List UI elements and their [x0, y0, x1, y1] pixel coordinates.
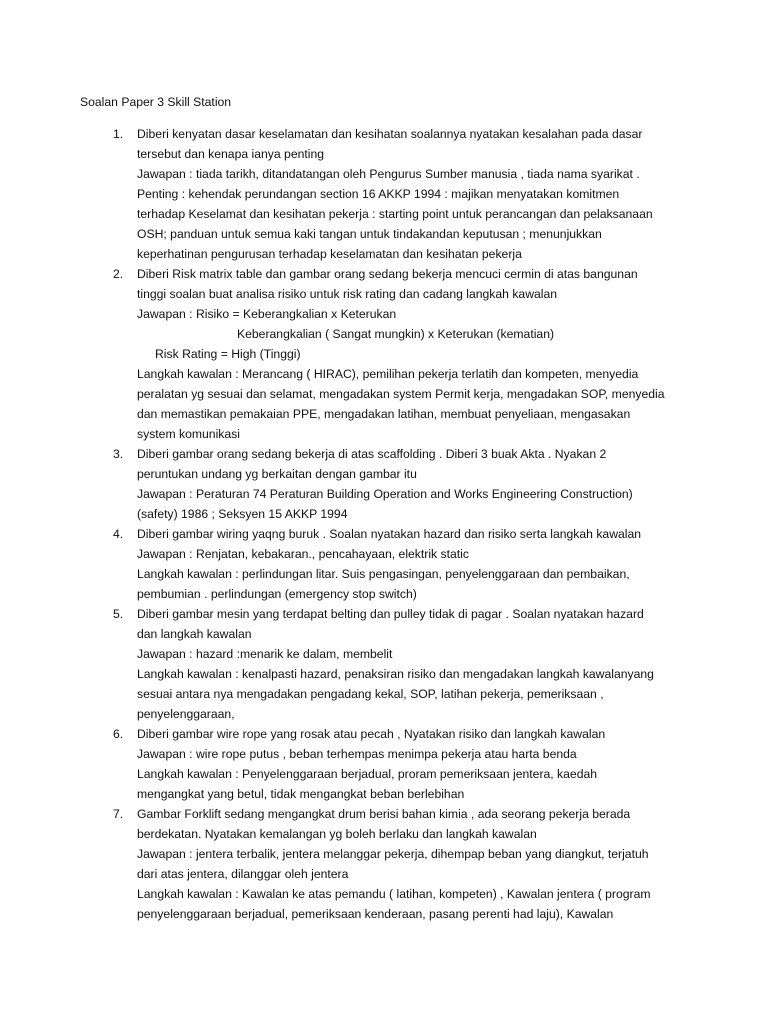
item-line: tersebut dan kenapa ianya penting: [137, 147, 325, 161]
item-number: 2.: [113, 267, 124, 281]
item-number: 5.: [113, 607, 124, 621]
item-line: dan langkah kawalan: [137, 627, 252, 641]
item-line: peruntukan undang yg berkaitan dengan gambar itu: [137, 467, 417, 481]
item-line: Jawapan : Peraturan 74 Peraturan Building Operation and Works Engineering Construction): [137, 487, 633, 501]
item-line: Jawapan : Renjatan, kebakaran., pencahayaan, elektrik static: [137, 547, 469, 561]
item-number: 3.: [113, 447, 124, 461]
list-item: [0, 124, 697, 264]
item-line: Jawapan : Risiko = Keberangkalian x Keterukan: [137, 307, 397, 321]
item-line: Diberi gambar orang sedang bekerja di atas scaffolding . Diberi 3 buak Akta . Nyakan 2: [137, 447, 607, 461]
list-item: [0, 264, 697, 444]
item-line: OSH; panduan untuk semua kaki tangan untuk tindakandan keputusan ; menunjukkan: [137, 227, 602, 241]
list-item: [0, 524, 697, 604]
document-title: Soalan Paper 3 Skill Station: [80, 95, 232, 109]
item-line: Gambar Forklift sedang mengangkat drum berisi bahan kimia , ada seorang pekerja berada: [137, 807, 631, 821]
item-line: Jawapan : hazard :menarik ke dalam, membelit: [137, 647, 393, 661]
item-line: peralatan yg sesuai dan selamat, mengadakan system Permit kerja, mengadakan SOP, menyedia: [137, 387, 665, 401]
item-line: (safety) 1986 ; Seksyen 15 AKKP 1994: [137, 507, 348, 521]
item-line: terhadap Keselamat dan kesihatan pekerja : starting point untuk perancangan dan pelaksanaan: [137, 207, 653, 221]
item-line: Langkah kawalan : Merancang ( HIRAC), pemilihan pekerja terlatih dan kompeten, menyedia: [137, 367, 639, 381]
question-list: [0, 124, 768, 924]
item-line: keperhatinan pengurusan terhadap keselamatan dan kesihatan pekerja: [137, 247, 522, 261]
item-number: 1.: [113, 127, 124, 141]
item-line: Jawapan : jentera terbalik, jentera melanggar pekerja, dihempap beban yang diangkut, terjatuh: [137, 847, 649, 861]
list-item: [0, 604, 697, 724]
item-line: Diberi kenyatan dasar keselamatan dan kesihatan soalannya nyatakan kesalahan pada dasar: [137, 127, 643, 141]
item-line: Risk Rating = High (Tinggi): [155, 347, 301, 361]
item-line: Jawapan : wire rope putus , beban terhempas menimpa pekerja atau harta benda: [137, 747, 577, 761]
item-line: Langkah kawalan : Penyelenggaraan berjadual, proram pemeriksaan jentera, kaedah: [137, 767, 598, 781]
item-line: system komunikasi: [137, 427, 240, 441]
item-line: penyelenggaraan berjadual, pemeriksaan kenderaan, pasang perenti had laju), Kawalan: [137, 907, 614, 921]
item-line: Diberi gambar wiring yaqng buruk . Soalan nyatakan hazard dan risiko serta langkah kawalan: [137, 527, 642, 541]
item-line: Diberi Risk matrix table dan gambar orang sedang bekerja mencuci cermin di atas bangunan: [137, 267, 638, 281]
item-line: dan memastikan pemakaian PPE, mengadakan latihan, membuat penyeliaan, mengasakan: [137, 407, 631, 421]
item-line: sesuai antara nya mengadakan pengadang kekal, SOP, latihan pekerja, pemeriksaan ,: [137, 687, 604, 701]
item-line: Langkah kawalan : perlindungan litar. Suis pengasingan, penyelenggaraan dan pembaikan,: [137, 567, 630, 581]
item-line: Diberi gambar wire rope yang rosak atau pecah , Nyatakan risiko dan langkah kawalan: [137, 727, 606, 741]
list-item: [0, 724, 697, 804]
item-line: Penting : kehendak perundangan section 16 AKKP 1994 : majikan menyatakan komitmen: [137, 187, 620, 201]
item-line: dari atas jentera, dilanggar oleh jentera: [137, 867, 349, 881]
item-line: Diberi gambar mesin yang terdapat belting dan pulley tidak di pagar . Soalan nyatakan hazard: [137, 607, 644, 621]
item-number: 6.: [113, 727, 124, 741]
item-line: pembumian . perlindungan (emergency stop switch): [137, 587, 417, 601]
item-number: 4.: [113, 527, 124, 541]
item-line: penyelenggaraan,: [137, 707, 235, 721]
item-line: Jawapan : tiada tarikh, ditandatangan oleh Pengurus Sumber manusia , tiada nama syarikat .: [137, 167, 640, 181]
item-line: mengangkat yang betul, tidak mengangkat beban berlebihan: [137, 787, 465, 801]
item-line: tinggi soalan buat analisa risiko untuk risk rating dan cadang langkah kawalan: [137, 287, 558, 301]
item-line: Langkah kawalan : kenalpasti hazard, penaksiran risiko dan mengadakan langkah kawalanyang: [137, 667, 654, 681]
item-line: Keberangkalian ( Sangat mungkin) x Keterukan (kematian): [237, 327, 555, 341]
list-item: [0, 444, 697, 524]
item-line: Langkah kawalan : Kawalan ke atas pemandu ( latihan, kompeten) , Kawalan jentera ( program: [137, 887, 651, 901]
item-number: 7.: [113, 807, 124, 821]
list-item: [0, 804, 697, 924]
item-line: berdekatan. Nyatakan kemalangan yg boleh berlaku dan langkah kawalan: [137, 827, 537, 841]
